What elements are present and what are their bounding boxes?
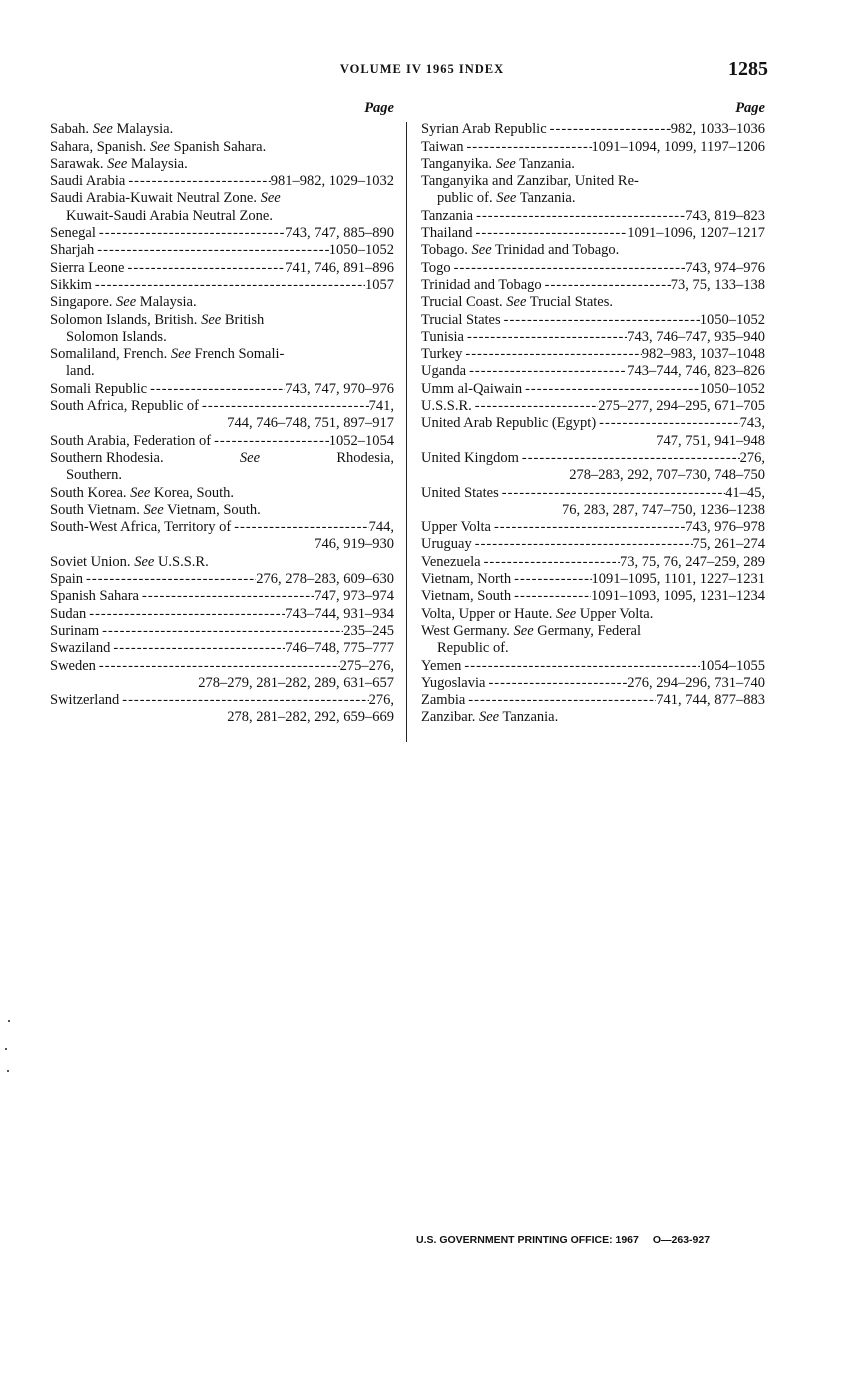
- index-entry-yugoslavia: Yugoslavia ----- 276, 294–296, 731–740: [421, 675, 765, 692]
- index-entry-united-states: United States ----- 41–45,: [421, 485, 765, 502]
- running-header: VOLUME IV 1965 INDEX: [339, 62, 505, 76]
- print-code: O—263-927: [652, 1234, 711, 1246]
- index-entry-continuation: public of. See Tanzania.: [437, 190, 576, 207]
- index-entry-soviet-union: Soviet Union. See U.S.S.R.: [50, 553, 209, 570]
- column-heading: Page: [364, 100, 394, 116]
- index-entry-trinidad: Trinidad and Tobago ----- 73, 75, 133–138: [421, 277, 765, 294]
- index-entry-south-vietnam: South Vietnam. See Vietnam, South.: [50, 501, 261, 518]
- column-divider: [406, 122, 407, 742]
- index-entry-senegal: Senegal ----- 743, 747, 885–890: [50, 225, 394, 242]
- index-entry-thailand: Thailand ----- 1091–1096, 1207–1217: [421, 225, 765, 242]
- index-column-left: [50, 100, 394, 727]
- index-column-right: [421, 100, 765, 727]
- index-entry-uar: United Arab Republic (Egypt) ----- 743,: [421, 415, 765, 432]
- index-entry-taiwan: Taiwan ----- 1091–1094, 1099, 1197–1206: [421, 139, 765, 156]
- scan-speck: [8, 1020, 10, 1022]
- index-entry-saudi-arabia: Saudi Arabia ----- 981–982, 1029–1032: [50, 173, 394, 190]
- index-entry-continuation: land.: [66, 363, 95, 380]
- index-entry-sierra-leone: Sierra Leone ----- 741, 746, 891–896: [50, 260, 394, 277]
- index-entry-zanzibar: Zanzibar. See Tanzania.: [421, 709, 559, 726]
- index-entry-continuation: 278–279, 281–282, 289, 631–657: [198, 674, 394, 691]
- index-entry-vietnam-south: Vietnam, South ----- 1091–1093, 1095, 1231–1234: [421, 588, 765, 605]
- index-entry-tobago: Tobago. See Trinidad and Tobago.: [421, 242, 620, 259]
- index-entry-turkey: Turkey ----- 982–983, 1037–1048: [421, 346, 765, 363]
- index-entry-south-africa: South Africa, Republic of ----- 741,: [50, 398, 394, 415]
- index-entry-spain: Spain ----- 276, 278–283, 609–630: [50, 571, 394, 588]
- printer-imprint: [416, 1234, 710, 1246]
- index-entry-sudan: Sudan ----- 743–744, 931–934: [50, 606, 394, 623]
- index-entry-tunisia: Tunisia ----- 743, 746–747, 935–940: [421, 329, 765, 346]
- index-entry-togo: Togo ----- 743, 974–976: [421, 260, 765, 277]
- index-entry-tanganyika-zanzibar: Tanganyika and Zanzibar, United Re-: [421, 173, 639, 190]
- index-entry-south-west-africa: South-West Africa, Territory of ----- 744,: [50, 519, 394, 536]
- index-entry-umm-al-qaiwain: Umm al-Qaiwain ----- 1050–1052: [421, 381, 765, 398]
- index-entry-continuation: Solomon Islands.: [66, 328, 167, 345]
- index-entry-continuation: Kuwait-Saudi Arabia Neutral Zone.: [66, 207, 273, 224]
- index-entry-saudi-kuwait: Saudi Arabia-Kuwait Neutral Zone. See: [50, 190, 281, 207]
- index-entry-uruguay: Uruguay ----- 75, 261–274: [421, 536, 765, 553]
- printer-name: U.S. GOVERNMENT PRINTING OFFICE: 1967: [416, 1234, 639, 1246]
- scan-speck: [7, 1070, 9, 1072]
- index-entry-upper-volta: Upper Volta ----- 743, 976–978: [421, 519, 765, 536]
- index-entry-sabah: Sabah. See Malaysia.: [50, 121, 174, 138]
- index-entry-united-kingdom: United Kingdom ----- 276,: [421, 450, 765, 467]
- index-entry-continuation: Southern.: [66, 467, 122, 484]
- index-entry-continuation: 278–283, 292, 707–730, 748–750: [569, 467, 765, 484]
- column-heading: Page: [735, 100, 765, 116]
- index-entry-spanish-sahara: Spanish Sahara ----- 747, 973–974: [50, 588, 394, 605]
- index-entry-vietnam-north: Vietnam, North ----- 1091–1095, 1101, 1227–1231: [421, 571, 765, 588]
- index-entry-continuation: 747, 751, 941–948: [656, 432, 765, 449]
- index-entry-swaziland: Swaziland ----- 746–748, 775–777: [50, 640, 394, 657]
- index-entry-southern-rhodesia: Southern Rhodesia. See Rhodesia,: [50, 449, 394, 466]
- index-entry-volta: Volta, Upper or Haute. See Upper Volta.: [421, 605, 654, 622]
- index-entry-somaliland: Somaliland, French. See French Somali-: [50, 346, 285, 363]
- index-entry-sikkim: Sikkim ----- 1057: [50, 277, 394, 294]
- index-entry-continuation: 746, 919–930: [314, 536, 394, 553]
- index-entry-venezuela: Venezuela ----- 73, 75, 76, 247–259, 289: [421, 554, 765, 571]
- index-entry-sharjah: Sharjah ----- 1050–1052: [50, 242, 394, 259]
- index-entry-yemen: Yemen ----- 1054–1055: [421, 658, 765, 675]
- index-entry-switzerland: Switzerland ----- 276,: [50, 692, 394, 709]
- index-entry-tanganyika: Tanganyika. See Tanzania.: [421, 155, 575, 172]
- index-entry-sweden: Sweden ----- 275–276,: [50, 658, 394, 675]
- index-entry-continuation: Republic of.: [437, 640, 509, 657]
- index-entry-sarawak: Sarawak. See Malaysia.: [50, 155, 188, 172]
- index-entry-continuation: 744, 746–748, 751, 897–917: [227, 415, 394, 432]
- index-entry-singapore: Singapore. See Malaysia.: [50, 294, 197, 311]
- index-entry-continuation: 278, 281–282, 292, 659–669: [227, 709, 394, 726]
- index-entry-trucial-coast: Trucial Coast. See Trucial States.: [421, 294, 614, 311]
- index-entry-surinam: Surinam ----- 235–245: [50, 623, 394, 640]
- index-entry-trucial-states: Trucial States ----- 1050–1052: [421, 312, 765, 329]
- index-entry-tanzania: Tanzania ----- 743, 819–823: [421, 208, 765, 225]
- scan-speck: [5, 1048, 7, 1050]
- index-entry-zambia: Zambia ----- 741, 744, 877–883: [421, 692, 765, 709]
- page-number: 1285: [728, 58, 768, 80]
- index-entry-solomon-islands: Solomon Islands, British. See British: [50, 311, 265, 328]
- index-entry-somali-republic: Somali Republic ----- 743, 747, 970–976: [50, 381, 394, 398]
- index-entry-ussr: U.S.S.R. ----- 275–277, 294–295, 671–705: [421, 398, 765, 415]
- index-entry-uganda: Uganda ----- 743–744, 746, 823–826: [421, 363, 765, 380]
- index-entry-south-korea: South Korea. See Korea, South.: [50, 484, 235, 501]
- index-entry-syria: Syrian Arab Republic ----- 982, 1033–1036: [421, 121, 765, 138]
- index-entry-south-arabia: South Arabia, Federation of ----- 1052–1054: [50, 433, 394, 450]
- index-entry-sahara: Sahara, Spanish. See Spanish Sahara.: [50, 138, 267, 155]
- index-entry-west-germany: West Germany. See Germany, Federal: [421, 622, 642, 639]
- index-entry-continuation: 76, 283, 287, 747–750, 1236–1238: [562, 501, 765, 518]
